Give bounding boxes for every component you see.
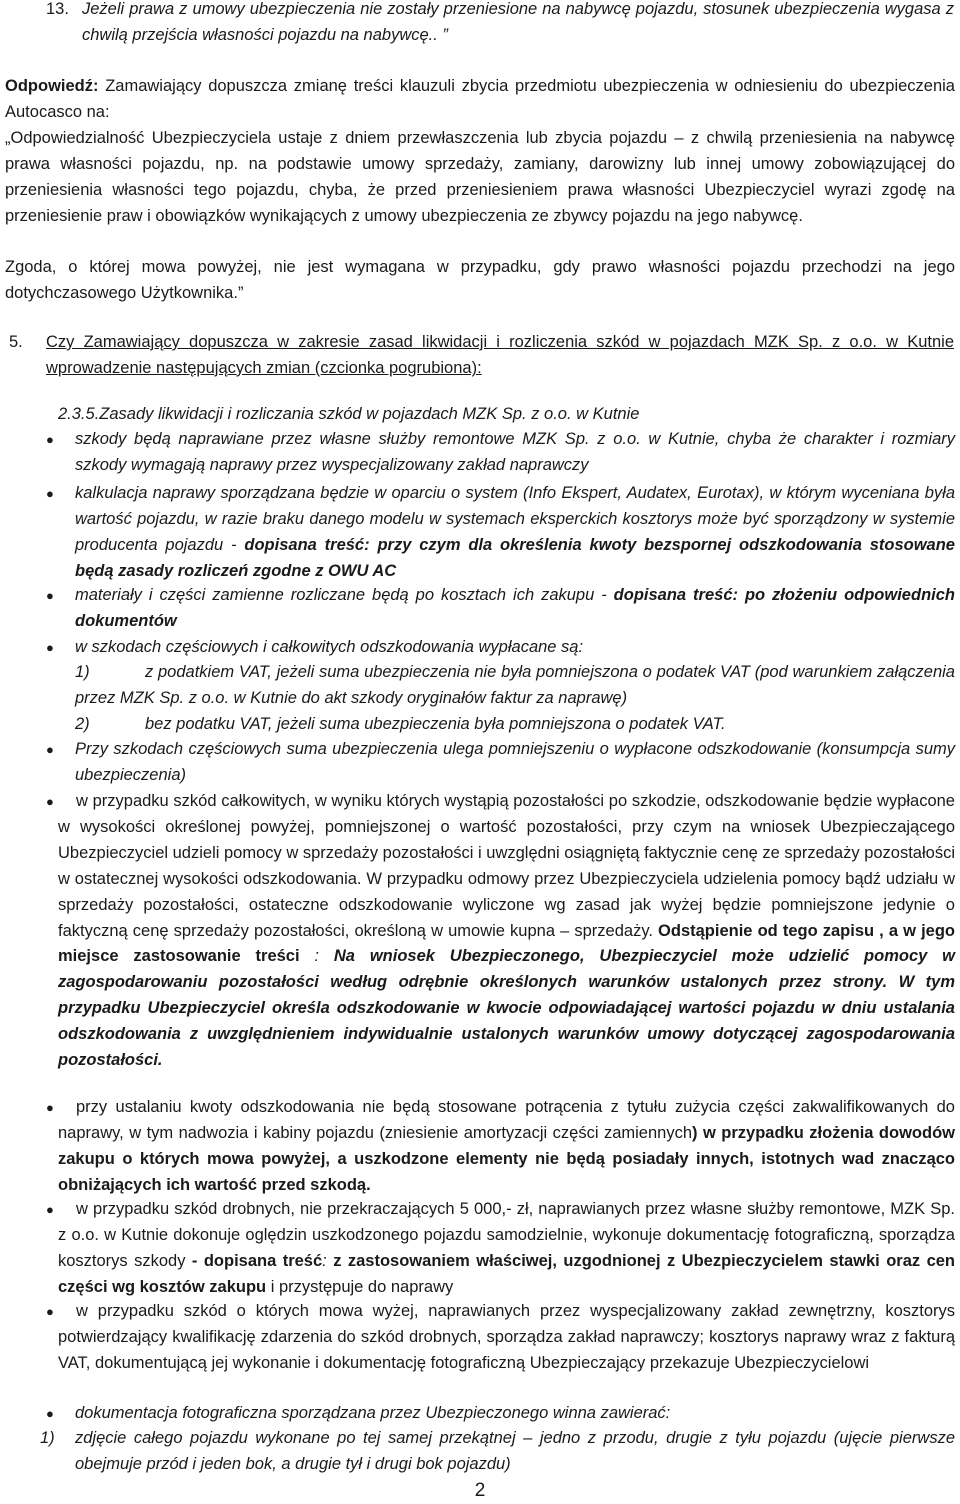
bullet-9-text: w przypadku szkód o których mowa wyżej, naprawianych przez wyspecjalizowany zakład zewnętrzny, kosztorys potwierdzający kwalifikację zdarzenia do szkód drobnych, sporządza zakład naprawczy; kosztorys naprawy wraz z fakturą VAT, dokumentującą jej wykonanie i dokumentację fotograficzną Ubezpieczający przekazuje Ubezpieczycielowi: [58, 1302, 955, 1372]
bullet-10-sub-1-text: zdjęcie całego pojazdu wykonane po tej samej przekątnej – jedno z przodu, drugie z tyłu pojazdu (ujęcie pierwsze obejmuje przód i jeden bok, a drugie tył i drugi bok pojazdu): [75, 1429, 955, 1473]
bullet-6-change: Odstąpienie od tego zapisu , a w jego miejsce zastosowanie treści: [58, 921, 955, 966]
page-number: 2: [474, 1480, 486, 1501]
bullet-icon: ●: [46, 588, 54, 603]
bullet-10-sub-1-number: 1): [40, 1429, 55, 1447]
bullet-8-label: - dopisana treść: [191, 1251, 323, 1270]
bullet-icon: ●: [46, 640, 54, 655]
bullet-8-colon: :: [322, 1251, 334, 1270]
bullet-4-sub-2-text: bez podatku VAT, jeżeli suma ubezpieczenia była pomniejszona o podatek VAT.: [145, 715, 726, 733]
bullet-4-sub-2-number: 2): [75, 715, 90, 733]
consent-note: Zgoda, o której mowa powyżej, nie jest wymagana w przypadku, gdy prawo własności pojazdu przechodzi na jego dotychczasowego Użytkownika.”: [5, 258, 955, 302]
question-13-number: 13.: [46, 0, 69, 18]
bullet-6-text: [58, 789, 955, 1074]
bullet-6-colon: :: [299, 947, 334, 966]
bullet-3-base: materiały i części zamienne rozliczane będą po kosztach ich zakupu -: [75, 586, 614, 604]
answer-13-paragraph: [5, 74, 955, 126]
question-5-number: 5.: [9, 333, 23, 351]
question-5-text: Czy Zamawiający dopuszcza w zakresie zasad likwidacji i rozliczenia szkód w pojazdach MZK Sp. z o.o. w Kutnie wprowadzenie następujących zmian (czcionka pogrubiona):: [46, 333, 954, 377]
answer-label: Odpowiedź:: [5, 77, 99, 95]
bullet-7-text: [58, 1095, 955, 1199]
bullet-icon: ●: [46, 1100, 54, 1115]
bullet-8-added: z zastosowaniem właściwej, uzgodnionej z Ubezpieczycielem stawki oraz cen części wg kosztów zakupu: [58, 1251, 955, 1296]
bullet-2-added: dopisana treść: przy czym dla określenia kwoty bezspornej odszkodowania stosowane będą zasady rozliczeń zgodne z OWU AC: [75, 535, 955, 580]
bullet-icon: ●: [46, 432, 54, 447]
bullet-10-text: dokumentacja fotograficzna sporządzana przez Ubezpieczonego winna zawierać:: [75, 1404, 671, 1422]
bullet-8-base: w przypadku szkód drobnych, nie przekraczających 5 000,- zł, naprawianych przez własne służby remontowe, MZK Sp. z o.o. w Kutnie dokonuje oględzin uszkodzonego pojazdu samodzielnie, wykonuje dokumentację fotograficzną, sporządza kosztorys szkody: [58, 1200, 955, 1270]
bullet-7-added: ) w przypadku złożenia dowodów zakupu o których mowa powyżej, a uszkodzone elementy nie będą posiadały innych, istotnych wad znacząco obniżających ich wartość przed szkodą.: [58, 1123, 955, 1194]
bullet-icon: ●: [46, 742, 54, 757]
bullet-5-text: Przy szkodach częściowych suma ubezpieczenia ulega pomniejszeniu o wypłacone odszkodowanie (konsumpcja sumy ubezpieczenia): [75, 740, 955, 784]
section-heading: 2.3.5.Zasady likwidacji i rozliczania szkód w pojazdach MZK Sp. z o.o. w Kutnie: [58, 405, 640, 423]
bullet-4-sub-1-text: z podatkiem VAT, jeżeli suma ubezpieczenia nie była pomniejszona o podatek VAT (pod warunkiem załączenia przez MZK Sp. z o.o. w Kutnie do akt szkody oryginałów faktur za naprawę): [75, 663, 955, 707]
bullet-4-sub-1-number: 1): [75, 663, 90, 681]
bullet-1-text: szkody będą naprawiane przez własne służby remontowe MZK Sp. z o.o. w Kutnie, chyba że charakter i rozmiary szkody wymagają naprawy przez wyspecjalizowany zakład naprawczy: [75, 430, 955, 474]
clause-text: „Odpowiedzialność Ubezpieczyciela ustaje z dniem przewłaszczenia lub zbycia pojazdu – z chwilą przeniesienia na nabywcę prawa własności pojazdu, np. na podstawie umowy sprzedaży, zamiany, darowizny lub innej umowy zobowiązującej do przeniesienia własności tego pojazdu, chyba, że przed przeniesieniem prawa własności Ubezpieczyciel wyrazi zgodę na przeniesienie praw i obowiązków wynikających z umowy ubezpieczenia ze zbywcy pojazdu na jego nabywcę.: [5, 129, 955, 225]
answer-13-intro: Zamawiający dopuszcza zmianę treści klauzuli zbycia przedmiotu ubezpieczenia w odniesieniu do ubezpieczenia Autocasco na:: [5, 77, 955, 121]
question-13-text: Jeżeli prawa z umowy ubezpieczenia nie zostały przeniesione na nabywcę pojazdu, stosunek ubezpieczenia wygasa z chwilą przejścia własności pojazdu na nabywcę.. ”: [82, 0, 954, 44]
bullet-3-text: [75, 583, 955, 635]
bullet-3-added: dopisana treść: po złożeniu odpowiednich dokumentów: [75, 586, 955, 630]
bullet-6-base: w przypadku szkód całkowitych, w wyniku których wystąpią pozostałości po szkodzie, odszkodowanie będzie wypłacone w wysokości określonej powyżej, pomniejszonej o wartość pozostałości, przy czym na wniosek Ubezpieczającego Ubezpieczyciel udzieli pomocy w sprzedaży pozostałości i uwzględni osiągniętą faktycznie cenę ze sprzedaży pozostałości w ostatecznej wysokości odszkodowania. W przypadku odmowy przez Ubezpieczyciela udzielenia pomocy bądź udziału w sprzedaży pozostałości, ostateczne odszkodowanie wyliczone wg zasad jak wyżej będzie pomniejszone jedynie o faktyczną cenę sprzedaży pozostałości, określoną w umowie kupna – sprzedaży.: [58, 792, 955, 940]
bullet-icon: ●: [46, 794, 54, 809]
bullet-8-text: [58, 1197, 955, 1301]
bullet-icon: ●: [46, 486, 54, 501]
bullet-7-base: przy ustalaniu kwoty odszkodowania nie będą stosowane potrącenia z tytułu zużycia części zakwalifikowanych do naprawy, w tym nadwozia i kabiny pojazdu (zniesienie amortyzacji części zamiennych: [58, 1098, 955, 1142]
bullet-6-added: Na wniosek Ubezpieczonego, Ubezpieczyciel może udzielić pomocy w zagospodarowaniu pozostałości według odrębnie określonych warunków ustalonych przez strony. W tym przypadku Ubezpieczyciel określa odszkodowanie w kwocie odpowiadającej wartości pojazdu w dniu ustalania odszkodowania z uwzględnieniem indywidualnie ustalonych warunków umowy dotyczącej zagospodarowania pozostałości.: [58, 947, 955, 1070]
bullet-2-base: kalkulacja naprawy sporządzana będzie w oparciu o system (Info Ekspert, Audatex, Eurotax), w którym wyceniana była wartość pojazdu, w razie braku danego modelu w systemach eksperckich kosztorys może być sporządzony w systemie producenta pojazdu -: [75, 484, 955, 554]
bullet-icon: ●: [46, 1202, 54, 1217]
bullet-8-tail: i przystępuje do naprawy: [266, 1277, 454, 1296]
bullet-4-text: w szkodach częściowych i całkowitych odszkodowania wypłacane są:: [75, 638, 584, 656]
bullet-icon: ●: [46, 1304, 54, 1319]
bullet-2-text: [75, 481, 955, 585]
bullet-icon: ●: [46, 1406, 54, 1421]
